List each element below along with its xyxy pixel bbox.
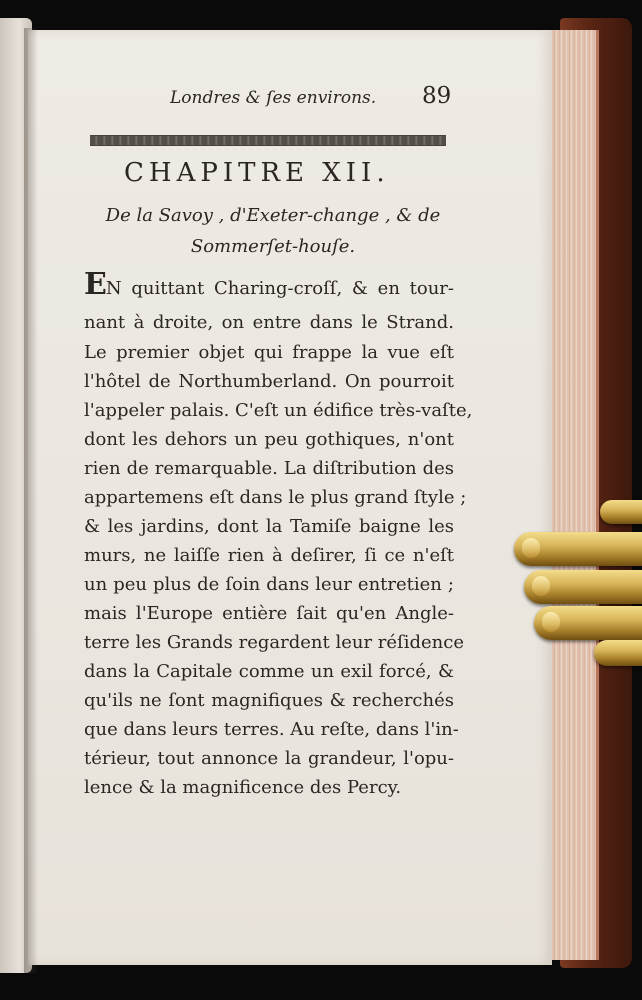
- body-line: qu'ils ne ſont magnifiques & recherchés: [84, 690, 454, 711]
- finger-shape: [524, 570, 642, 604]
- body-line: l'appeler palais. C'eſt un édifice très-vaſte,: [84, 400, 473, 421]
- body-line: appartemens eſt dans le plus grand ſtyle ;: [84, 487, 467, 508]
- finger-shape: [514, 532, 642, 566]
- body-line: Le premier objet qui frappe la vue eſt: [84, 342, 454, 363]
- drop-cap: E: [84, 267, 106, 302]
- body-line: térieur, tout annonce la grandeur, l'opu-: [84, 748, 454, 769]
- running-head: Londres & ſes environs.: [170, 88, 377, 108]
- body-line: terre les Grands regardent leur réſidence: [84, 632, 464, 653]
- body-line: dans la Capitale comme un exil forcé, &: [84, 661, 454, 682]
- body-line: un peu plus de ſoin dans leur entretien ;: [84, 574, 454, 595]
- finger-shape: [534, 606, 642, 640]
- body-line: que dans leurs terres. Au reſte, dans l'in-: [84, 719, 459, 740]
- ornamental-rule: [90, 135, 446, 146]
- brass-hand-page-holder: [510, 500, 642, 670]
- page-number: 89: [422, 83, 452, 109]
- body-line: dont les dehors un peu gothiques, n'ont: [84, 429, 454, 450]
- chapter-subtitle-line-2: Sommerſet-houſe.: [190, 236, 356, 257]
- page-fore-edge: [548, 30, 599, 960]
- body-line: murs, ne laiſſe rien à deſirer, ſi ce n'eſt: [84, 545, 454, 566]
- body-line: l'hôtel de Northumberland. On pourroit: [84, 371, 454, 392]
- page-gutter-shadow: [24, 28, 38, 973]
- body-line-1-text: N quittant Charing-croſſ, & en tour-: [105, 278, 454, 299]
- body-line: lence & la magnificence des Percy.: [84, 777, 402, 798]
- body-line: rien de remarquable. La diſtribution des: [84, 458, 454, 479]
- body-line: mais l'Europe entière ſait qu'en Angle-: [84, 603, 454, 624]
- chapter-subtitle-line-1: De la Savoy , d'Exeter-change , & de: [105, 205, 441, 226]
- body-line: & les jardins, dont la Tamiſe baigne les: [84, 516, 454, 537]
- body-line-1: [84, 267, 454, 302]
- thumb-shape: [600, 500, 642, 524]
- body-line: nant à droite, on entre dans le Strand.: [84, 312, 454, 333]
- finger-shape: [594, 640, 642, 666]
- chapter-title: CHAPITRE XII.: [124, 158, 390, 188]
